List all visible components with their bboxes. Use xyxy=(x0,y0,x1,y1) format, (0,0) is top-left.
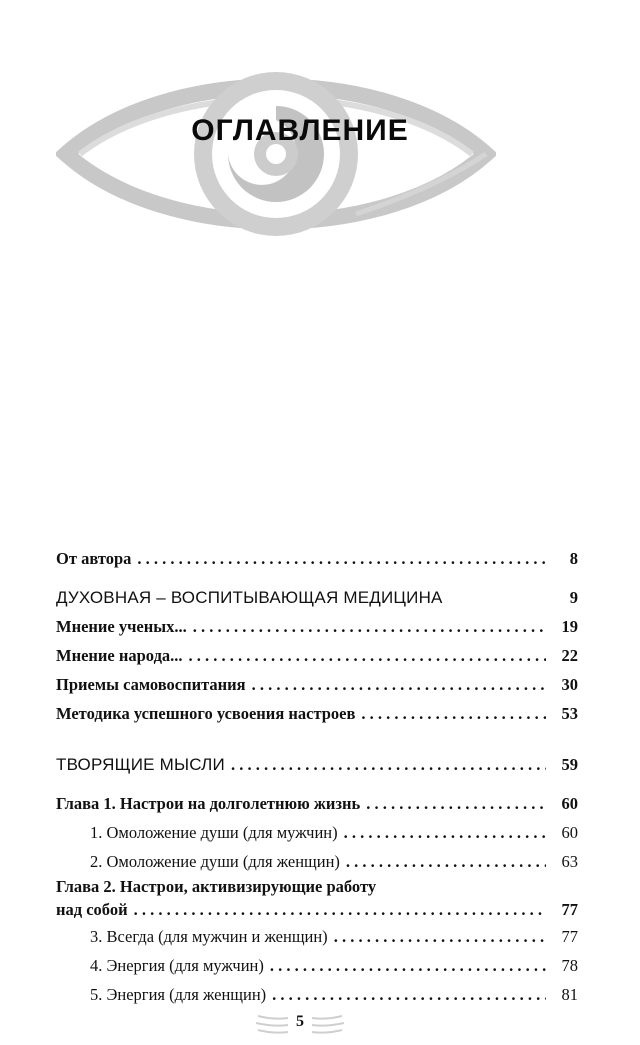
toc-section-label: ТВОРЯЩИЕ МЫСЛИ xyxy=(56,755,225,774)
toc-subentry-page: 60 xyxy=(561,823,578,842)
toc-chapter-page: 77 xyxy=(561,900,578,919)
leader-dots xyxy=(189,641,546,670)
toc-subentry-label: 5. Энергия (для женщин) xyxy=(90,985,267,1004)
toc-entry-page: 19 xyxy=(561,617,578,636)
table-of-contents xyxy=(56,544,578,1009)
toc-entry-label: Мнение народа... xyxy=(56,646,183,665)
leader-dots xyxy=(272,980,546,1009)
toc-chapter-label: над собой xyxy=(56,900,128,919)
leader-dots xyxy=(344,818,546,847)
toc-subentry[interactable] xyxy=(56,922,578,951)
leader-dots xyxy=(252,670,546,699)
toc-entry[interactable] xyxy=(56,670,578,699)
toc-subentry-page: 78 xyxy=(561,956,578,975)
leader-dots xyxy=(346,847,546,876)
toc-subentry-label: 2. Омоложение души (для женщин) xyxy=(90,852,340,871)
toc-chapter-label-line1[interactable]: Глава 2. Настрои, активизирующие работу xyxy=(56,877,377,896)
page-title: ОГЛАВЛЕНИЕ xyxy=(191,114,409,147)
leader-dots xyxy=(361,699,546,728)
toc-chapter[interactable] xyxy=(56,789,578,818)
toc-chapter-label: Глава 1. Настрои на долголетнюю жизнь xyxy=(56,794,361,813)
leader-dots xyxy=(137,544,546,573)
toc-entry[interactable] xyxy=(56,641,578,670)
toc-section[interactable] xyxy=(56,750,578,779)
toc-subentry-page: 81 xyxy=(561,985,578,1004)
toc-subentry-label: 4. Энергия (для мужчин) xyxy=(90,956,264,975)
toc-entry[interactable] xyxy=(56,699,578,728)
toc-entry-label: Методика успешного усвоения настроев xyxy=(56,704,356,723)
toc-subentry-page: 77 xyxy=(561,927,578,946)
page-number: 5 xyxy=(296,1013,304,1030)
leader-dots xyxy=(270,951,546,980)
toc-section-page: 9 xyxy=(569,588,578,607)
toc-subentry-label: 3. Всегда (для мужчин и женщин) xyxy=(90,927,328,946)
toc-entry[interactable] xyxy=(56,612,578,641)
leader-dots xyxy=(334,922,546,951)
leader-dots xyxy=(193,612,546,641)
toc-section-page: 59 xyxy=(561,755,578,774)
toc-subentry[interactable] xyxy=(56,847,578,876)
toc-section-label: ДУХОВНАЯ – ВОСПИТЫВАЮЩАЯ МЕДИЦИНА xyxy=(56,588,443,607)
toc-chapter[interactable] xyxy=(56,898,578,922)
toc-entry[interactable] xyxy=(56,544,578,573)
toc-subentry-page: 63 xyxy=(561,852,578,871)
toc-subentry-label: 1. Омоложение души (для мужчин) xyxy=(90,823,338,842)
toc-entry-label: Приемы самовоспитания xyxy=(56,675,246,694)
toc-entry-page: 30 xyxy=(561,675,578,694)
toc-chapter-page: 60 xyxy=(561,794,578,813)
toc-subentry[interactable] xyxy=(56,980,578,1009)
leader-dots xyxy=(366,789,546,818)
toc-entry-label: От автора xyxy=(56,549,132,568)
leader-dots xyxy=(134,898,546,922)
toc-subentry[interactable] xyxy=(56,818,578,847)
toc-entry-label: Мнение ученых... xyxy=(56,617,187,636)
toc-section[interactable] xyxy=(56,583,578,612)
toc-entry-page: 22 xyxy=(561,646,578,665)
toc-entry-page: 53 xyxy=(561,704,578,723)
leader-dots xyxy=(231,750,546,779)
eye-spiral-icon xyxy=(56,44,496,264)
toc-entry-page: 8 xyxy=(569,549,578,568)
toc-subentry[interactable] xyxy=(56,951,578,980)
